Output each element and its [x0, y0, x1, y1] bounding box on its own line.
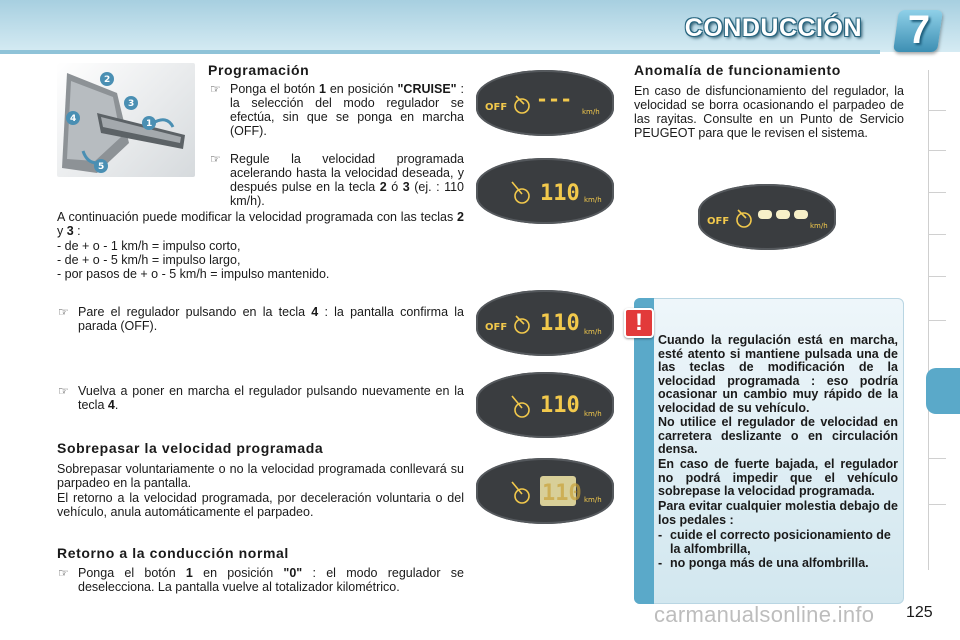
chapter-tab[interactable] [928, 320, 946, 321]
stalk-button-label: 1 [146, 119, 153, 129]
bullet-pare: ☞ Pare el regulador pulsando en la tecla 4 : la pantalla confirma la parada (OFF). [58, 305, 464, 333]
cruise-control-stalk-image [57, 63, 195, 177]
chapter-tab[interactable] [928, 110, 946, 111]
stalk-button-label: 2 [104, 75, 111, 85]
section-heading-sobrepasar: Sobrepasar la velocidad programada [57, 440, 324, 456]
unit-label: km/h [584, 196, 602, 204]
bullet-cruise: ☞ Ponga el botón 1 en posición "CRUISE" : la selección del modo regulador se efectúa, sin que se ponga en marcha (OFF). [210, 82, 464, 138]
unit-label: km/h [584, 496, 602, 504]
list-item: - por pasos de + o - 5 km/h = impulso mantenido. [57, 267, 330, 281]
display-speed-110 [476, 158, 614, 224]
chapter-tab[interactable] [928, 504, 946, 505]
chapter-tab[interactable] [928, 276, 946, 277]
speed-readout: 110 [542, 481, 582, 506]
chapter-tab-active[interactable] [926, 368, 960, 414]
sobrepasar-paragraph-1: Sobrepasar voluntariamente o no la velocidad programada conllevará su parpadeo en la pantalla. [57, 462, 464, 490]
unit-label: km/h [582, 108, 600, 116]
warning-list-item: - no ponga más de una alfombrilla. [658, 557, 898, 571]
section-heading-retorno: Retorno a la conducción normal [57, 545, 289, 561]
warning-list-item: - cuide el correcto posicionamiento de la alfombrilla, [658, 529, 898, 556]
section-heading-programacion: Programación [208, 62, 310, 78]
off-indicator: OFF [707, 216, 730, 227]
watermark: carmanualsonline.info [654, 602, 875, 627]
chapter-tab[interactable] [928, 150, 946, 151]
stalk-button-label: 3 [128, 99, 135, 109]
warning-sidebar [634, 298, 654, 604]
display-speed-blinking [476, 458, 614, 524]
off-indicator: OFF [485, 322, 508, 333]
display-speed-110-resumed [476, 372, 614, 438]
bullet-retorno: ☞ Ponga el botón 1 en posición "0" : el modo regulador se deselecciona. La pantalla vuelve al totalizador kilométrico. [58, 566, 464, 594]
chapter-tab[interactable] [928, 234, 946, 235]
section-heading-anomalia: Anomalía de funcionamiento [634, 62, 841, 78]
dashes-readout: --- [536, 87, 573, 111]
bullet-regule: ☞ Regule la velocidad programada acelerando hasta la velocidad deseada, y después pulse en la tecla 2 ó 3 (ej. : 110 km/h). [210, 152, 464, 208]
warning-paragraph-3: En caso de fuerte bajada, el regulador no podrá impedir que el vehículo sobrepase la velocidad programada. [658, 457, 898, 498]
chapter-title: CONDUCCIÓN [684, 14, 862, 42]
unit-label: km/h [810, 222, 828, 230]
display-off-110 [476, 290, 614, 356]
warning-paragraph-2: No utilice el regulador de velocidad en carretera deslizante o en circulación densa. [658, 415, 898, 456]
off-indicator: OFF [485, 102, 508, 113]
warning-paragraph-4: Para evitar cualquier molestia debajo de los pedales : [658, 499, 898, 527]
bullet-vuelva: ☞ Vuelva a poner en marcha el regulador pulsando nuevamente en la tecla 4. [58, 384, 464, 412]
display-off-dashes [476, 70, 614, 136]
anomalia-paragraph: En caso de disfuncionamiento del regulador, la velocidad se borra ocasionando el parpadeo de las rayitas. Consulte en un Punto de Servicio PEUGEOT para que le revisen el sistema. [634, 84, 904, 140]
speed-readout: 110 [540, 181, 580, 206]
display-anomaly [698, 184, 836, 250]
warning-paragraph-1: Cuando la regulación está en marcha, esté atento si mantiene pulsada una de las teclas de modificación de la velocidad programada : eso podría ocasionar un cambio muy rápido de la velocidad de su vehículo. [658, 333, 898, 415]
stalk-button-label: 5 [98, 162, 105, 172]
list-item: - de + o - 1 km/h = impulso corto, [57, 239, 241, 253]
list-item: - de + o - 5 km/h = impulso largo, [57, 253, 241, 267]
intro-paragraph: A continuación puede modificar la velocidad programada con las teclas 2 y 3 : [57, 210, 464, 238]
warning-icon: ! [624, 308, 654, 338]
unit-label: km/h [584, 410, 602, 418]
unit-label: km/h [584, 328, 602, 336]
chapter-tab[interactable] [928, 192, 946, 193]
speed-readout: 110 [540, 311, 580, 336]
sobrepasar-paragraph-2: El retorno a la velocidad programada, por deceleración voluntaria o del vehículo, anula automáticamente el parpadeo. [57, 491, 464, 519]
speed-readout: 110 [540, 393, 580, 418]
stalk-button-label: 4 [70, 114, 77, 124]
page-number: 125 [906, 604, 933, 621]
chapter-number: 7 [907, 8, 931, 52]
chapter-tab[interactable] [928, 458, 946, 459]
header-rule [0, 50, 880, 54]
